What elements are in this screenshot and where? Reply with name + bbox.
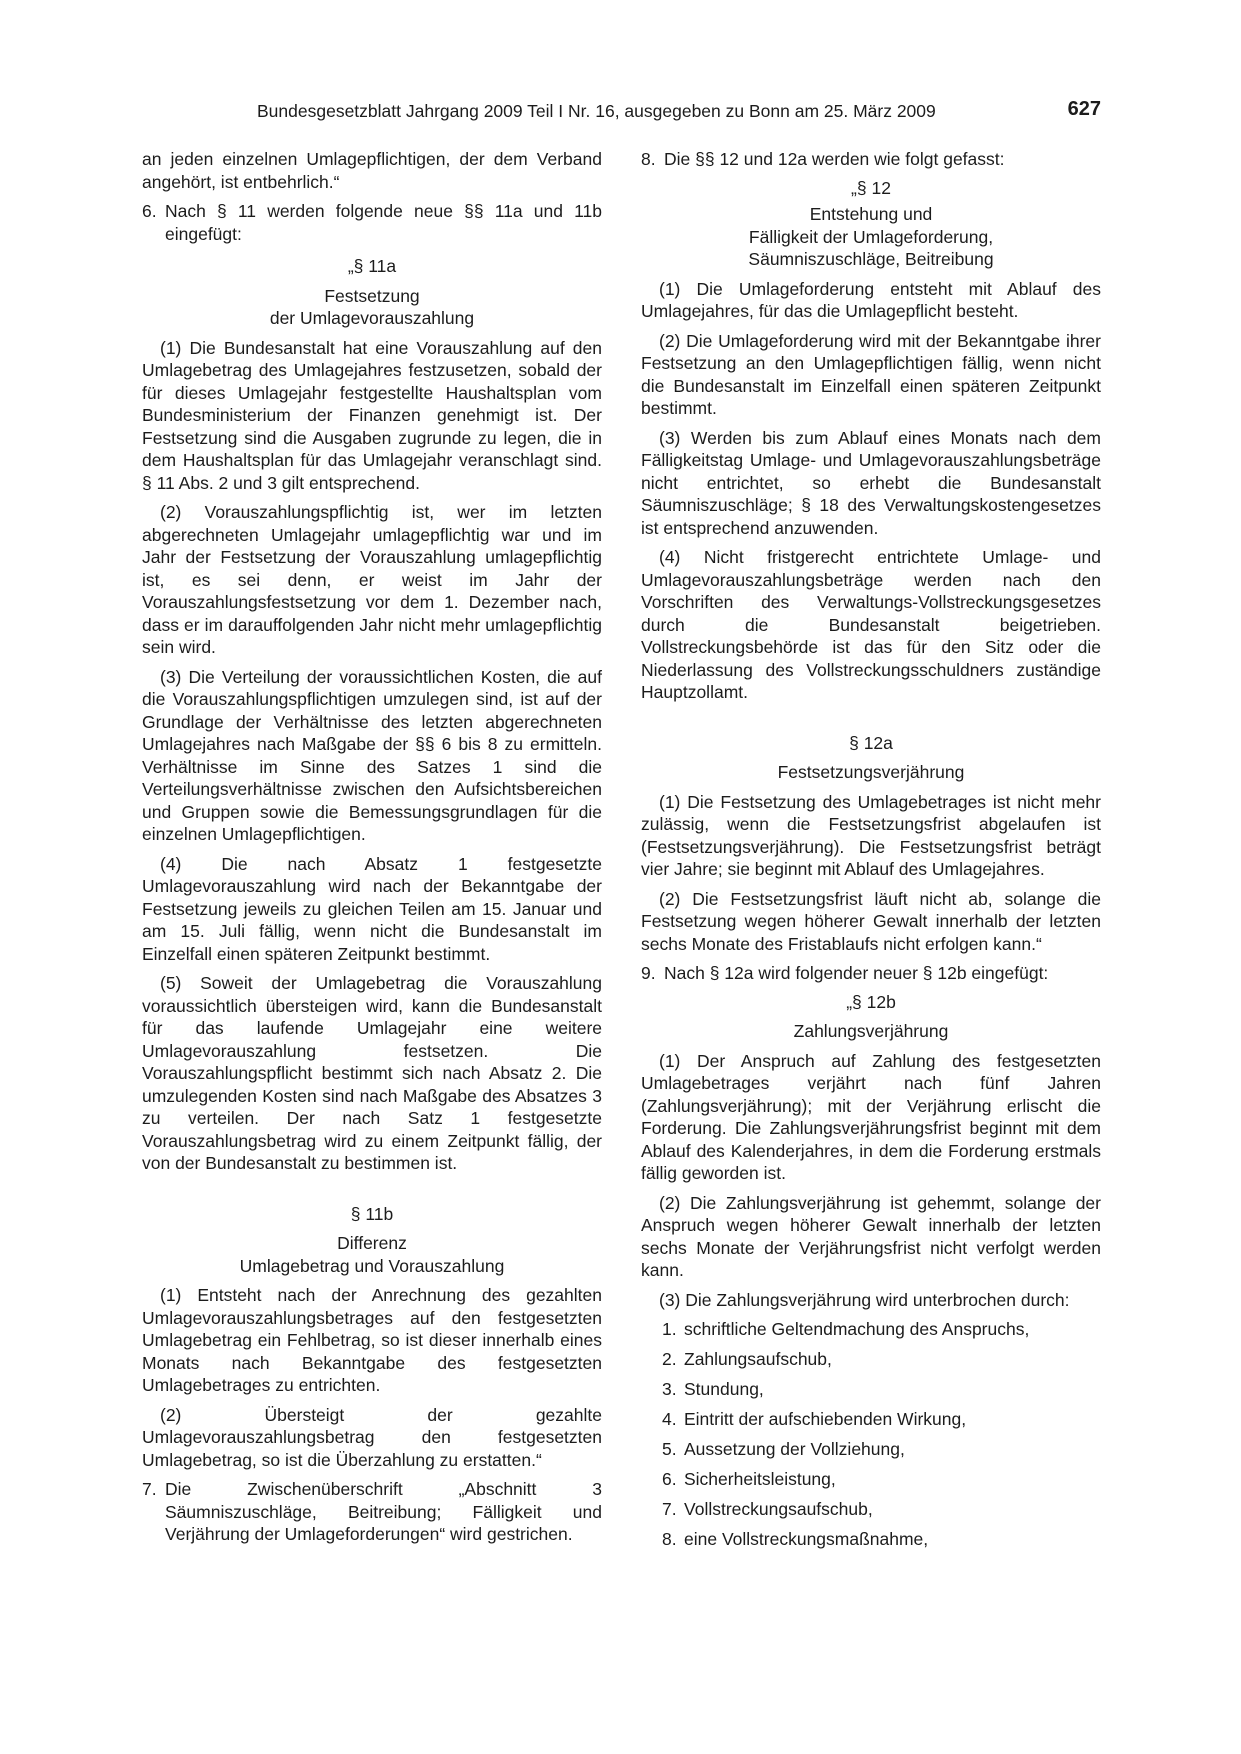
section-heading-12b: „§ 12b <box>846 991 896 1012</box>
paragraph: (3) Werden bis zum Ablauf eines Monats nach dem Fälligkeitstag Umlage- und Umlagevorauszahlungsbeträge nicht entrichtet, so erhebt die Bundesanstalt Säumniszuschläge; § 18 des Verwaltungskostengesetzes ist entsprechend anzuwenden. <box>641 427 1101 538</box>
paragraph: (4) Die nach Absatz 1 festgesetzte Umlagevorauszahlung wird nach der Bekanntgabe der Festsetzung jeweils zu gleichen Teilen am 15. Januar und am 15. Juli fällig, wenn nicht die Bundesanstalt im Einzelfall einen späteren Zeitpunkt bestimmt. <box>142 853 602 964</box>
item-text: Nach § 11 werden folgende neue §§ 11a und 11b eingefügt: <box>165 201 602 244</box>
list-item-text: Aussetzung der Vollziehung, <box>684 1439 905 1459</box>
amendment-item-8 <box>641 148 1101 171</box>
section-title-line: Umlagebetrag und Vorauszahlung <box>239 1255 505 1276</box>
list-item-number: 7. <box>662 1499 677 1519</box>
section-title-line: Festsetzungsverjährung <box>777 762 965 782</box>
list-item-number: 5. <box>662 1439 677 1459</box>
list-item-number: 2. <box>662 1349 677 1369</box>
left-column <box>142 148 602 1546</box>
paragraph: (2) Übersteigt der gezahlte Umlagevorauszahlungsbetrag den festgesetzten Umlagebetrag, so ist die Überzahlung zu erstatten.“ <box>142 1404 602 1470</box>
list-item-text: Vollstreckungsaufschub, <box>684 1499 873 1519</box>
paragraph: (3) Die Verteilung der voraussichtlichen Kosten, die auf die Vorauszahlungspflichtigen umzulegen sind, ist auf der Grundlage der Verhältnisse des letzten abgerechneten Umlagejahres nach Maßgabe der §§ 6 bis 8 zu ermitteln. Verhältnisse im Sinne des Satzes 1 sind die Verteilungsverhältnisse zwischen den Aufsichtsbereichen und Gruppen sowie die Bemessungsgrundlagen für die einzelnen Umlagepflichtigen. <box>142 666 602 844</box>
list-item-text: schriftliche Geltendmachung des Anspruchs, <box>684 1319 1030 1339</box>
list-item-text: Eintritt der aufschiebenden Wirkung, <box>684 1409 967 1429</box>
section-title-12a <box>641 761 1101 784</box>
paragraph: (1) Der Anspruch auf Zahlung des festgesetzten Umlagebetrages verjährt nach fünf Jahren (Zahlungsverjährung); mit der Verjährung erlischt die Forderung. Die Zahlungsverjährungsfrist beginnt mit dem Ablauf des Kalenderjahres, in dem die Forderung erstmals fällig geworden ist. <box>641 1050 1101 1183</box>
interruption-list <box>641 1318 1101 1551</box>
list-item-number: 1. <box>662 1319 677 1339</box>
section-heading-11b: § 11b <box>350 1203 394 1224</box>
item-number: 9. <box>641 963 656 983</box>
list-item <box>662 1528 1101 1551</box>
paragraph: (2) Vorauszahlungspflichtig ist, wer im letzten abgerechneten Umlagejahr umlagepflichtig war und im Jahr der Festsetzung der Vorauszahlung umlagepflichtig ist, es sei denn, er weist im Jahr der Vorauszahlungsfestsetzung vor dem 1. Dezember nach, dass er im darauffolgenden Jahr nicht mehr umlagepflichtig sein wird. <box>142 502 602 657</box>
section-title-line: Fälligkeit der Umlageforderung, <box>748 226 994 247</box>
paragraph: (4) Nicht fristgerecht entrichtete Umlage- und Umlagevorauszahlungsbeträge werden nach den Vorschriften des Verwaltungs-Vollstreckungsgesetzes durch die Bundesanstalt beigetrieben. Vollstreckungsbehörde ist das für den Sitz oder die Niederlassung des Vollstreckungsschuldners zuständige Hauptzollamt. <box>641 547 1101 702</box>
section-title-11a <box>142 285 602 330</box>
list-item <box>662 1348 1101 1371</box>
paragraph: (1) Entsteht nach der Anrechnung des gezahlten Umlagevorauszahlungsbetrages auf den festgesetzten Umlagebetrag ein Fehlbetrag, so ist dieser innerhalb eines Monats nach Bekanntgabe des festgesetzten Umlagebetrages zu entrichten. <box>142 1285 602 1395</box>
list-item <box>662 1468 1101 1491</box>
section-title-12 <box>641 203 1101 271</box>
item-text: Nach § 12a wird folgender neuer § 12b eingefügt: <box>664 963 1049 983</box>
section-title-line: Zahlungsverjährung <box>793 1021 949 1041</box>
list-item <box>662 1498 1101 1521</box>
list-item-text: eine Vollstreckungsmaßnahme, <box>684 1529 929 1549</box>
amendment-item-6 <box>142 200 602 245</box>
item-text: Die Zwischenüberschrift „Abschnitt 3 Säumniszuschläge, Beitreibung; Fälligkeit und Verjährung der Umlageforderungen“ wird gestrichen. <box>165 1479 602 1544</box>
section-title-11b <box>142 1232 602 1277</box>
running-title: Bundesgesetzblatt Jahrgang 2009 Teil I Nr. 16, ausgegeben zu Bonn am 25. März 2009 <box>257 101 936 121</box>
section-heading-12: „§ 12 <box>851 177 891 198</box>
paragraph: (2) Die Festsetzungsfrist läuft nicht ab, solange die Festsetzung wegen höherer Gewalt innerhalb der letzten sechs Monate des Fristablaufs nicht erfolgen kann.“ <box>641 888 1101 954</box>
list-item-number: 8. <box>662 1529 677 1549</box>
section-title-line: Säumniszuschläge, Beitreibung <box>748 249 994 269</box>
item-text: Die §§ 12 und 12a werden wie folgt gefasst: <box>664 149 1005 169</box>
list-item-text: Sicherheitsleistung, <box>684 1469 836 1489</box>
amendment-item-7 <box>142 1478 602 1546</box>
item-number: 8. <box>641 149 656 169</box>
list-item-number: 4. <box>662 1409 677 1429</box>
section-heading-12a: § 12a <box>849 732 893 753</box>
section-title-line: der Umlagevorauszahlung <box>269 308 475 328</box>
paragraph: (1) Die Bundesanstalt hat eine Vorauszahlung auf den Umlagebetrag des Umlagejahres festzusetzen, sobald der für dieses Umlagejahr festgestellte Haushaltsplan vom Bundesministerium der Finanzen genehmigt ist. Der Festsetzung sind die Ausgaben zugrunde zu legen, die in dem Haushaltsplan für das Umlagejahr veranschlagt sind. § 11 Abs. 2 und 3 gilt entsprechend. <box>142 337 602 493</box>
list-item <box>662 1318 1101 1341</box>
continuation-text: an jeden einzelnen Umlagepflichtigen, der dem Verband angehört, ist entbehrlich.“ <box>142 149 602 192</box>
section-title-line: Festsetzung <box>324 285 420 306</box>
page-number: 627 <box>1067 98 1101 120</box>
section-heading-11a: „§ 11a <box>347 256 397 276</box>
paragraph: (3) Die Zahlungsverjährung wird unterbrochen durch: <box>659 1289 1070 1310</box>
item-number: 6. <box>142 201 157 221</box>
list-item-text: Stundung, <box>684 1379 764 1399</box>
paragraph: (2) Die Umlageforderung wird mit der Bekanntgabe ihrer Festsetzung an den Umlagepflichtigen fällig, wenn nicht die Bundesanstalt im Einzelfall einen späteren Zeitpunkt bestimmt. <box>641 330 1101 418</box>
paragraph: (2) Die Zahlungsverjährung ist gehemmt, solange der Anspruch wegen höherer Gewalt innerhalb der letzten sechs Monate der Verjährungsfrist nicht verfolgt werden kann. <box>641 1192 1101 1280</box>
list-item <box>662 1438 1101 1461</box>
section-title-line: Entstehung und <box>809 204 933 224</box>
list-item <box>662 1408 1101 1431</box>
section-title-line: Differenz <box>337 1233 407 1253</box>
list-item-text: Zahlungsaufschub, <box>684 1349 832 1369</box>
list-item-number: 6. <box>662 1469 677 1489</box>
paragraph: (1) Die Umlageforderung entsteht mit Ablauf des Umlagejahres, für das die Umlagepflicht besteht. <box>641 278 1101 321</box>
paragraph: (1) Die Festsetzung des Umlagebetrages ist nicht mehr zulässig, wenn die Festsetzungsfrist abgelaufen ist (Festsetzungsverjährung). Die Festsetzungsfrist beträgt vier Jahre; sie beginnt mit Ablauf des Umlagejahres. <box>641 791 1101 879</box>
section-title-12b <box>641 1020 1101 1043</box>
paragraph: (5) Soweit der Umlagebetrag die Vorauszahlung voraussichtlich übersteigen wird, kann die Bundesanstalt für das laufende Umlagejahr eine weitere Umlagevorauszahlung festsetzen. Die Vorauszahlungspflicht bestimmt sich nach Absatz 2. Die umzulegenden Kosten sind nach Maßgabe des Absatzes 3 zu verteilen. Der nach Satz 1 festgesetzte Vorauszahlungsbetrag wird zu einem Zeitpunkt fällig, der von der Bundesanstalt zu bestimmen ist. <box>142 973 602 1173</box>
item-number: 7. <box>142 1479 157 1499</box>
list-item-number: 3. <box>662 1379 677 1399</box>
list-item <box>662 1378 1101 1401</box>
amendment-item-9 <box>641 962 1101 985</box>
right-column <box>641 148 1101 1551</box>
